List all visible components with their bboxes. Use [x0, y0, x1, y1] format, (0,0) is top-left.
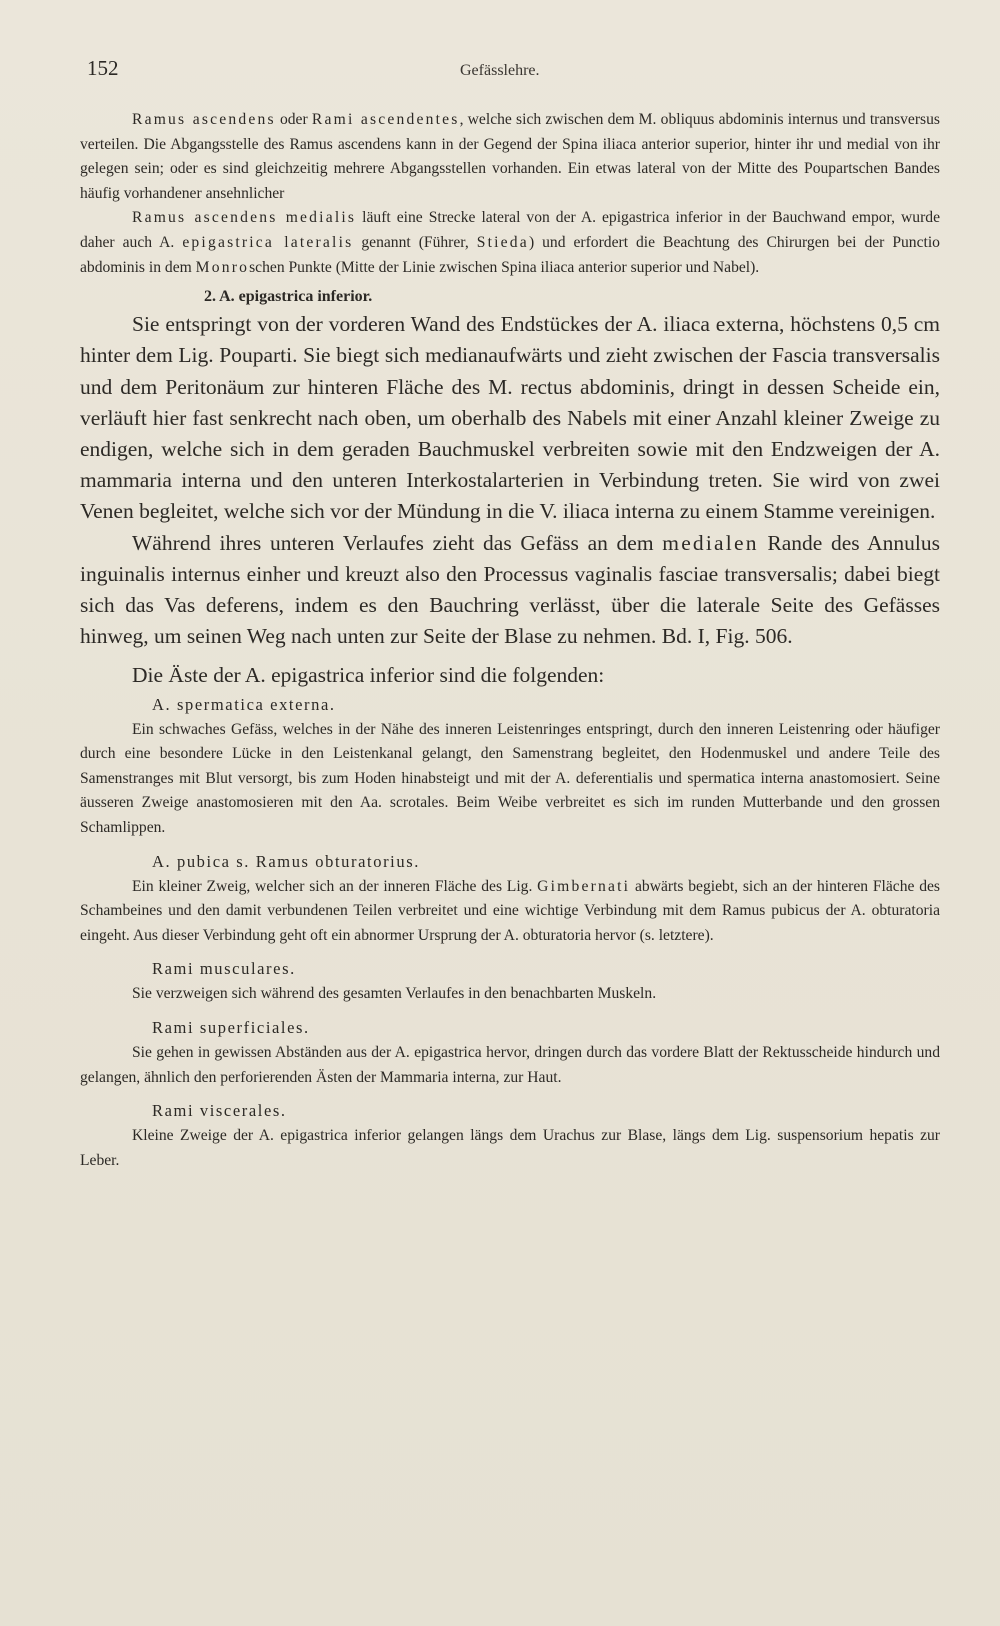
- paragraph-origin: Sie entspringt von der vorderen Wand des Endstückes der A. iliaca externa, höchstens 0,5 cm hinter dem Lig. Pouparti. Sie biegt sich medianaufwärts und zieht zwischen der Fascia transversalis und dem Peritonäum zur hinteren Fläche des M. rectus abdominis, dringt in dessen Scheide ein, verläuft hier fast senkrecht nach oben, um oberhalb des Nabels mit einer Anzahl kleiner Zweige zu endigen, welche sich in dem geraden Bauchmuskel verbreiten sowie mit den Endzweigen der A. mammaria interna und den unteren Interkostalarterien in Verbindung treten. Sie wird von zwei Venen begleitet, welche sich vor der Mündung in die V. iliaca interna zu einem Stamme vereinigen.: [80, 312, 940, 524]
- paragraph-ramus-ascendens-medialis: [80, 206, 940, 280]
- term-ramus-ascendens-medialis: Ramus ascendens medialis: [132, 209, 357, 227]
- term-medialen: medialen: [662, 530, 759, 555]
- page-content: [80, 108, 940, 1173]
- paragraph-text: , welche sich zwischen dem M. obliquus abdominis internus und transversus verteilen. Die Abgangsstelle des Ramus ascendens kann in der Gegend der Spina iliaca anterior superior, hinter ihr und medial von ihr gelegen sein; oder es sind gleichzeitig mehrere Abgangsstellen vorhanden. Ein etwas lateral von der Mitte des Poupartschen Bandes häufig vorhandener ansehnlicher: [80, 111, 940, 202]
- branch-title-pubica: A. pubica s. Ramus obturatorius.: [152, 851, 420, 871]
- term-rami-ascendentes: Rami ascendentes: [311, 111, 460, 128]
- section-heading: 2. A. epigastrica inferior.: [204, 288, 373, 306]
- paragraph-ramus-ascendens: [80, 108, 940, 206]
- branch-text-pubica: [80, 875, 940, 949]
- branch-text-musculares: Sie verzweigen sich während des gesamten Verlaufes in den benachbarten Muskeln.: [132, 985, 657, 1003]
- term-ramus-ascendens: Ramus ascendens: [132, 111, 276, 128]
- page-number: 152: [87, 56, 119, 80]
- branch-text-superficiales: Sie gehen in gewissen Abständen aus der A. epigastrica hervor, dringen durch das vordere Blatt der Rektusscheide hindurch und gelangen, ähnlich den perforierenden Ästen der Mammaria interna, zur Haut.: [80, 1043, 940, 1086]
- running-title: Gefässlehre.: [460, 62, 540, 79]
- paragraph-text: abwärts begiebt, sich an der hinteren Fläche des Schambeines und den damit verbundenen Teilen verbreitet und eine wichtige Verbindung mit dem Ramus pubicus der A. obturatoria eingeht. Aus dieser Verbindung geht oft ein abnormer Ursprung der A. obturatoria hervor (s. letztere).: [80, 877, 941, 944]
- branch-title-spermatica: A. spermatica externa.: [152, 694, 336, 714]
- branch-text-spermatica: Ein schwaches Gefäss, welches in der Nähe des inneren Leistenringes entspringt, durch den inneren Leistenring oder häufiger durch eine besondere Lücke in den Leistenkanal gelangt, den Samenstrang begleitet, den Hodenmuskel und andere Teile des Samenstranges mit Blut versorgt, bis zum Hoden hinabsteigt und mit der A. deferentialis und spermatica interna anastomosiert. Seine äusseren Zweige anastomosieren mit den Aa. scrotales. Beim Weibe verbreitet es sich im runden Mutterbande und den grossen Schamlippen.: [80, 720, 940, 836]
- paragraph-text: schen Punkte (Mitte der Linie zwischen Spina iliaca anterior superior und Nabel).: [249, 258, 760, 276]
- author-monro: Monro: [195, 258, 250, 276]
- paragraph-course: [80, 528, 940, 653]
- term-epigastrica-lateralis: epigastrica lateralis: [182, 233, 354, 251]
- branch-title-viscerales: Rami viscerales.: [152, 1101, 287, 1121]
- author-stieda: Stieda: [476, 233, 529, 251]
- paragraph-text: läuft eine Strecke lateral von der A. epigastrica inferior in der Bauchwand empor, wurde daher auch A.: [80, 209, 940, 251]
- paragraph-text: genannt (Führer,: [353, 233, 477, 251]
- paragraph-text: ) und erfordert die Beachtung des Chirurgen bei der Punctio abdominis in dem: [80, 233, 940, 276]
- branch-text-viscerales: Kleine Zweige der A. epigastrica inferior gelangen längs dem Urachus zur Blase, längs dem Lig. suspensorium hepatis zur Leber.: [80, 1127, 940, 1169]
- branch-title-musculares: Rami musculares.: [152, 959, 296, 979]
- branch-title-superficiales: Rami superficiales.: [152, 1017, 310, 1037]
- paragraph-text: Während ihres unteren Verlaufes zieht das Gefäss an dem: [132, 530, 663, 555]
- paragraph-text: Ein kleiner Zweig, welcher sich an der inneren Fläche des Lig.: [132, 877, 538, 895]
- paragraph-text: Rande des Annulus inguinalis internus einher und kreuzt also den Processus vaginalis fasciae transversalis; dabei biegt sich das Vas deferens, indem es den Bauchring verlässt, über die laterale Seite des Gefässes hinweg, um seinen Weg nach unten zur Seite der Blase zu nehmen. Bd. I, Fig. 506.: [80, 530, 940, 649]
- term-gimbernati: Gimbernati: [537, 877, 631, 895]
- paragraph-text: oder: [275, 111, 312, 128]
- paragraph-branches-intro: Die Äste der A. epigastrica inferior sind die folgenden:: [132, 663, 605, 688]
- page-header: [0, 56, 1000, 86]
